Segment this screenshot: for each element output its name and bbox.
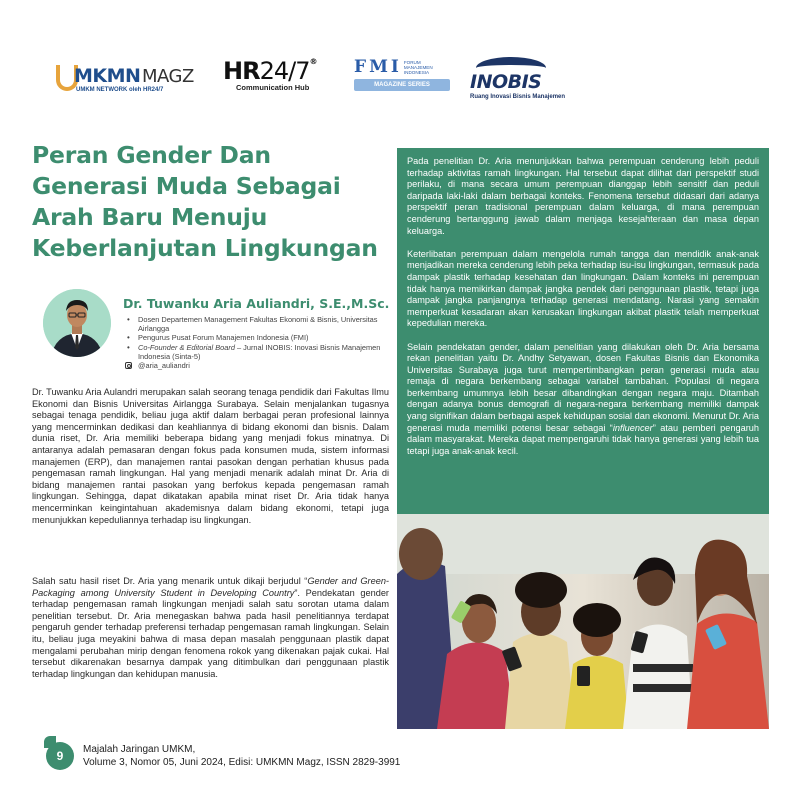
highlight-paragraph: Selain pendekatan gender, dalam penelitian yang dilakukan oleh Dr. Aria bersama rekan penelitian yaitu Dr. Andhy Setyawan, dosen Fakultas Bisnis dan Ekonomika Universitas Surabaya juga turut mempertimbangkan peran generasi muda atau remaja di negara berkembang sebagai variabel tambahan. Populasi di negara berkembang umumnya lebih besar dibandingkan dengan negara maju. Ditambah dengan adanya bonus demografi di negara-negara berkembang memiliki dampak yang signifikan dalam berbagai aspek kehidupan sosial dan ekonomi. Menurut Dr. Aria generasi muda memiliki potensi besar sebagai “influencer” atau pemberi pengaruh dalam masyarakat. Mereka dapat mempengaruhi tidak hanya generasi yang lebih tua tetapi juga anak-anak kecil. (407, 341, 759, 456)
article-title: Peran Gender Dan Generasi Muda Sebagai Arah Baru Menuju Keberlanjutan Lingkungan (32, 141, 378, 262)
partner-logos (56, 55, 576, 107)
author-affiliation: • Co-Founder & Editorial Board – Jurnal INOBIS: Inovasi Bisnis Manajemen Indonesia (Sinta-5) (123, 343, 383, 361)
footer-line: Majalah Jaringan UMKM, (83, 744, 196, 755)
author-portrait-icon (43, 289, 111, 357)
author-instagram: @aria_auliandri (123, 361, 383, 370)
hr247-logo (223, 57, 343, 101)
umkmn-magz-logo (56, 65, 201, 97)
fmi-letters: FMI (354, 57, 402, 77)
highlight-paragraph: Pada penelitian Dr. Aria menunjukkan bahwa perempuan cenderung lebih peduli terhadap aktivitas ramah lingkungan. Hal tersebut dapat dilihat dari perspektif studi perilaku, di mana secara umum perempuan dianggap lebih sensitif dan peduli daripada laki-laki dalam berbagai konteks. Fenomena tersebut didasari dari adanya perspektif peran tradisional perempuan dalam keluarga, di mana perempuan cenderung bertanggung jawab dalam menjaga kesejahteraan dan masa depan keluarga. (407, 156, 759, 236)
hr-tagline: Communication Hub (236, 83, 310, 92)
author-name: Dr. Tuwanku Aria Auliandri, S.E.,M.Sc. (123, 296, 390, 311)
body-paragraph: Dr. Tuwanku Aria Aulandri merupakan salah seorang tenaga pendidik dari Fakultas Ilmu Ekonomi dan Bisnis Universitas Airlangga Surabaya. Selain menjalankan tugasnya sebagai tenaga pendidik, beliau juga aktif dalam berbagai peran profesional lainnya yang mencerminkan dedikasi dan keahliannya di bidang ekonomi dan bisnis. Dalam dunia riset, Dr. Aria memiliki beberapa bidang yang menjadi fokus minatnya. Di antaranya adalah pemasaran dengan fokus pada konsumen muda, sistem informasi manajemen (ERP), dan manajemen rantai pasokan dengan perhatian khusus pada pengemasan ramah lingkungan. Hal yang menjadi menarik adalah minat Dr. Aria di bidang manajemen rantai pasokan yang berfokus kepada pengemasan ramah lingkungan. Sehingga, dapat dikatakan apabila minat riset Dr. Aria tidak hanya mencerminkan keingintahuan akademisnya dalam bidang ekonomi, tetapi juga menunjukkan kepeduliannya terhadap isu lingkungan. (32, 387, 389, 525)
umkmn-tagline: UMKM NETWORK oleh HR24/7 (76, 87, 164, 93)
footer-citation (83, 744, 400, 769)
inobis-tagline: Ruang Inovasi Bisnis Manajemen (470, 94, 566, 100)
fmi-small-text: FORUM MANAJEMEN INDONESIA (403, 59, 433, 75)
youth-smartphones-photo (397, 514, 769, 729)
instagram-icon (125, 362, 132, 369)
group-photo-illustration (397, 514, 769, 729)
inobis-logo (466, 57, 581, 103)
hr-light: 24/7 (259, 57, 310, 85)
hr-bold: HR (223, 57, 260, 85)
fmi-logo (354, 57, 450, 99)
author-avatar (43, 289, 111, 357)
inobis-wordmark: INOBIS (470, 71, 542, 93)
fmi-magazine-series: MAGAZINE SERIES (354, 79, 450, 91)
hr-registered: ® (309, 57, 317, 66)
magz-wordmark: MAGZ (142, 66, 194, 87)
author-affiliation: • Dosen Departemen Management Fakultas Ekonomi & Bisnis, Universitas Airlangga (123, 315, 383, 333)
umkmn-wordmark: MKMN (74, 65, 140, 87)
umkmn-u-letter (56, 65, 71, 87)
page-number: 9 (46, 742, 74, 770)
footer-line: Volume 3, Nomor 05, Juni 2024, Edisi: UMKMN Magz, ISSN 2829-3991 (83, 756, 401, 768)
body-paragraph: Salah satu hasil riset Dr. Aria yang menarik untuk dikaji berjudul “Gender and Green-Packaging among University Student in Developing Country”. Pendekatan gender terhadap pengemasan ramah lingkungan menjadi salah satu sorotan utama dalam penelitian tersebut. Dr. Aria menegaskan bahwa pada hasil penelitiannya terdapat pengaruh gender terhadap preferensi terhadap pengemasan ramah lingkungan. Selain itu, beliau juga meyakini bahwa di masa depan masalah penggunaan plastik dapat mengalami perubahan mirip dengan fenomena rokok yang dikenakan pajak cukai. Hal tersebut dikarenakan besarnya dampak yang ditimbulkan dari penggunaan plastik terhadap lingkungan dan kehidupan manusia. (32, 576, 389, 679)
author-affiliation: • Pengurus Pusat Forum Manajemen Indonesia (FMI) (123, 333, 383, 342)
highlight-box (397, 148, 769, 514)
highlight-paragraph: Keterlibatan perempuan dalam mengelola rumah tangga dan mendidik anak-anak menjadikan mereka cenderung lebih peka terhadap isu-isu lingkungan, termasuk pada dampak plastik terhadap kesehatan dan lingkungan. Dalam konteks ini perempuan tidak hanya memikirkan dampak jangka pendek dari penggunaan plastik, tetapi juga dampak jangka panjangnya terhadap generasi mendatang. Narasi yang semakin memperkuat kesadaran akan kerusakan lingkungan akibat plastik telah memperkuat kepedulian mereka. (407, 248, 759, 329)
author-affiliations (123, 315, 383, 370)
page-number-badge (44, 740, 74, 770)
